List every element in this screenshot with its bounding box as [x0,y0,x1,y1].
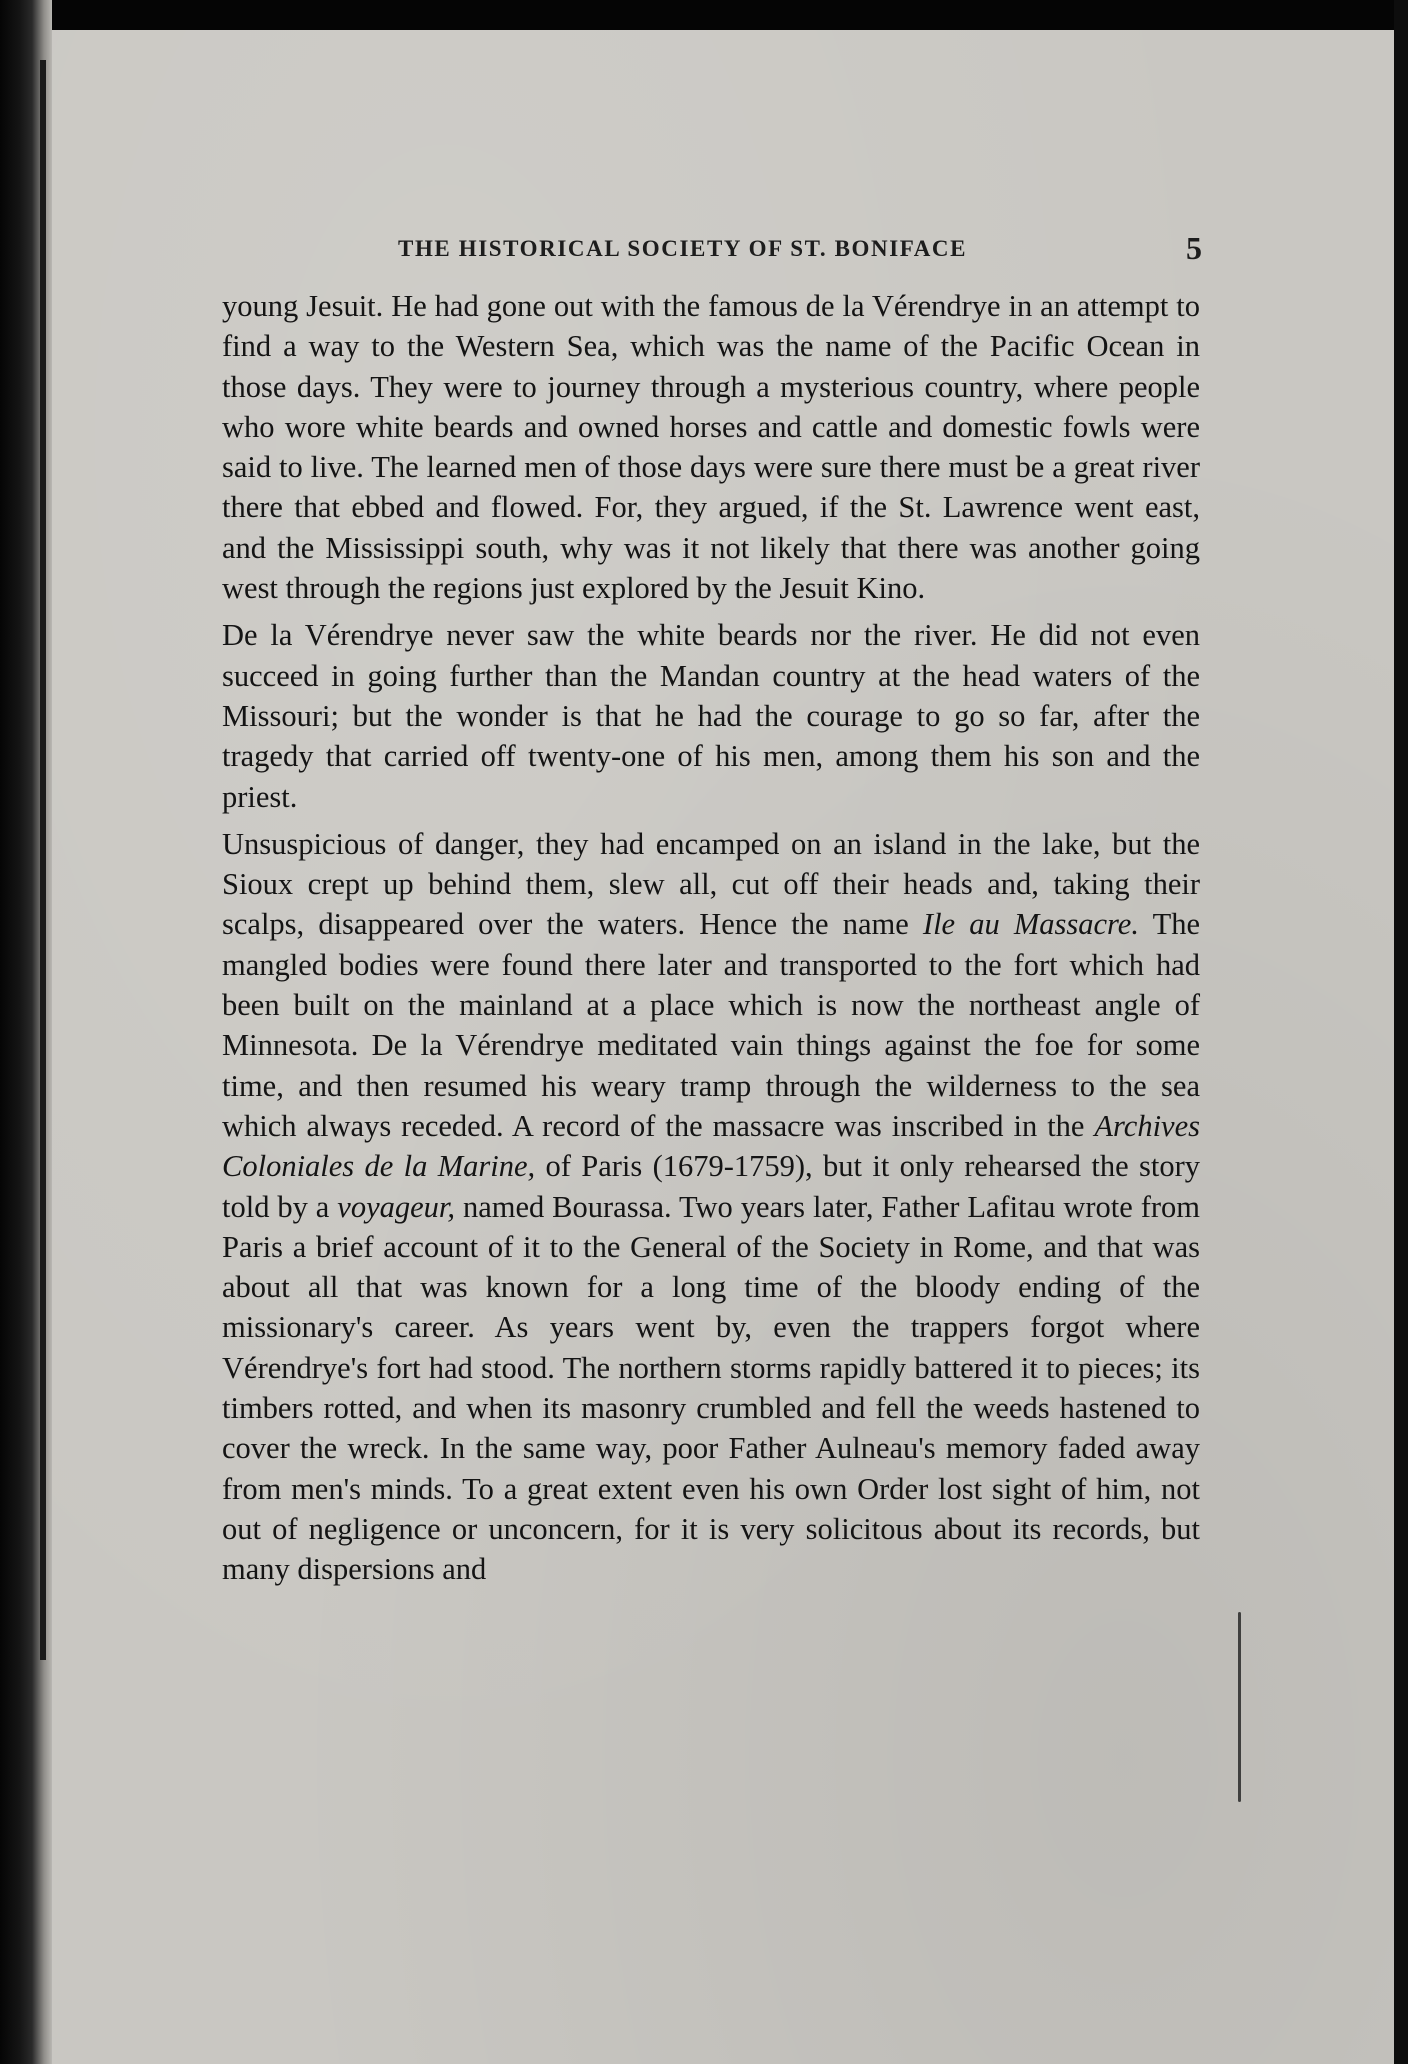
page-number: 5 [1186,230,1202,266]
scan-border-top [0,0,1408,34]
body-text [222,286,1200,1590]
paragraph-gap [222,608,1200,615]
running-header: THE HISTORICAL SOCIETY OF ST. BONIFACE [398,236,968,261]
italic-voyageur: voyageur, [337,1189,456,1224]
paragraph-gap [222,817,1200,824]
italic-ile-au-massacre: Ile au Massacre. [922,907,1139,942]
scan-border-right [1394,0,1408,2064]
paragraph-3-text-2: The mangled bodies were found there later and transported to the fort which had been built on the mainland at a place which is now the northeast angle of Minnesota. De la Vérendrye meditated vain things against the foe for some time, and then resumed his weary tramp through the wilderness to the sea which always receded. A record of the massacre was inscribed in the [222,907,1200,1143]
paragraph-2: De la Vérendrye never saw the white beards nor the river. He did not even succeed in going further than the Mandan country at the head waters of the Missouri; but the wonder is that he had the courage to go so far, after the tragedy that carried off twenty-one of his men, among them his son and the priest. [222,618,1200,814]
gutter-shadow [40,60,46,1660]
paragraph-3 [222,824,1200,1590]
paragraph-3-text-1: Unsuspicious of danger, they had encamped on an island in the lake, but the Sioux crept up behind them, slew all, cut off their heads and, taking their scalps, disappeared over the waters. Hence the name [222,826,1200,942]
italic-archives-coloniales: Archives Coloniales de la Marine, [222,1108,1200,1184]
paragraph-3-text-4: named Bourassa. Two years later, Father Lafitau wrote from Paris a brief account of it to the General of the Society in Rome, and that was about all that was known for a long time of the bloody ending of the missionary's career. As years went by, even the trappers forgot where Vérendrye's fort had stood. The northern storms rapidly battered it to pieces; its timbers rotted, and when its masonry crumbled and fell the weeds hastened to cover the wreck. In the same way, poor Father Aulneau's memory faded away from men's minds. To a great extent even his own Order lost sight of him, not out of negligence or unconcern, for it is very solicitous about its records, but many dispersions and [222,1189,1200,1587]
paragraph-1: young Jesuit. He had gone out with the famous de la Vérendrye in an attempt to find a way to the Western Sea, which was the name of the Pacific Ocean in those days. They were to journey through a mysterious country, where people who wore white beards and owned horses and cattle and domestic fowls were said to live. The learned men of those days were sure there must be a great river there that ebbed and flowed. For, they argued, if the St. Lawrence went east, and the Mississippi south, why was it not likely that there was another going west through the regions just explored by the Jesuit Kino. [222,289,1200,606]
paragraph-3-text-3: of Paris (1679-1759), but it only rehearsed the story told by a [222,1149,1200,1224]
margin-pencil-mark [1238,1612,1241,1802]
